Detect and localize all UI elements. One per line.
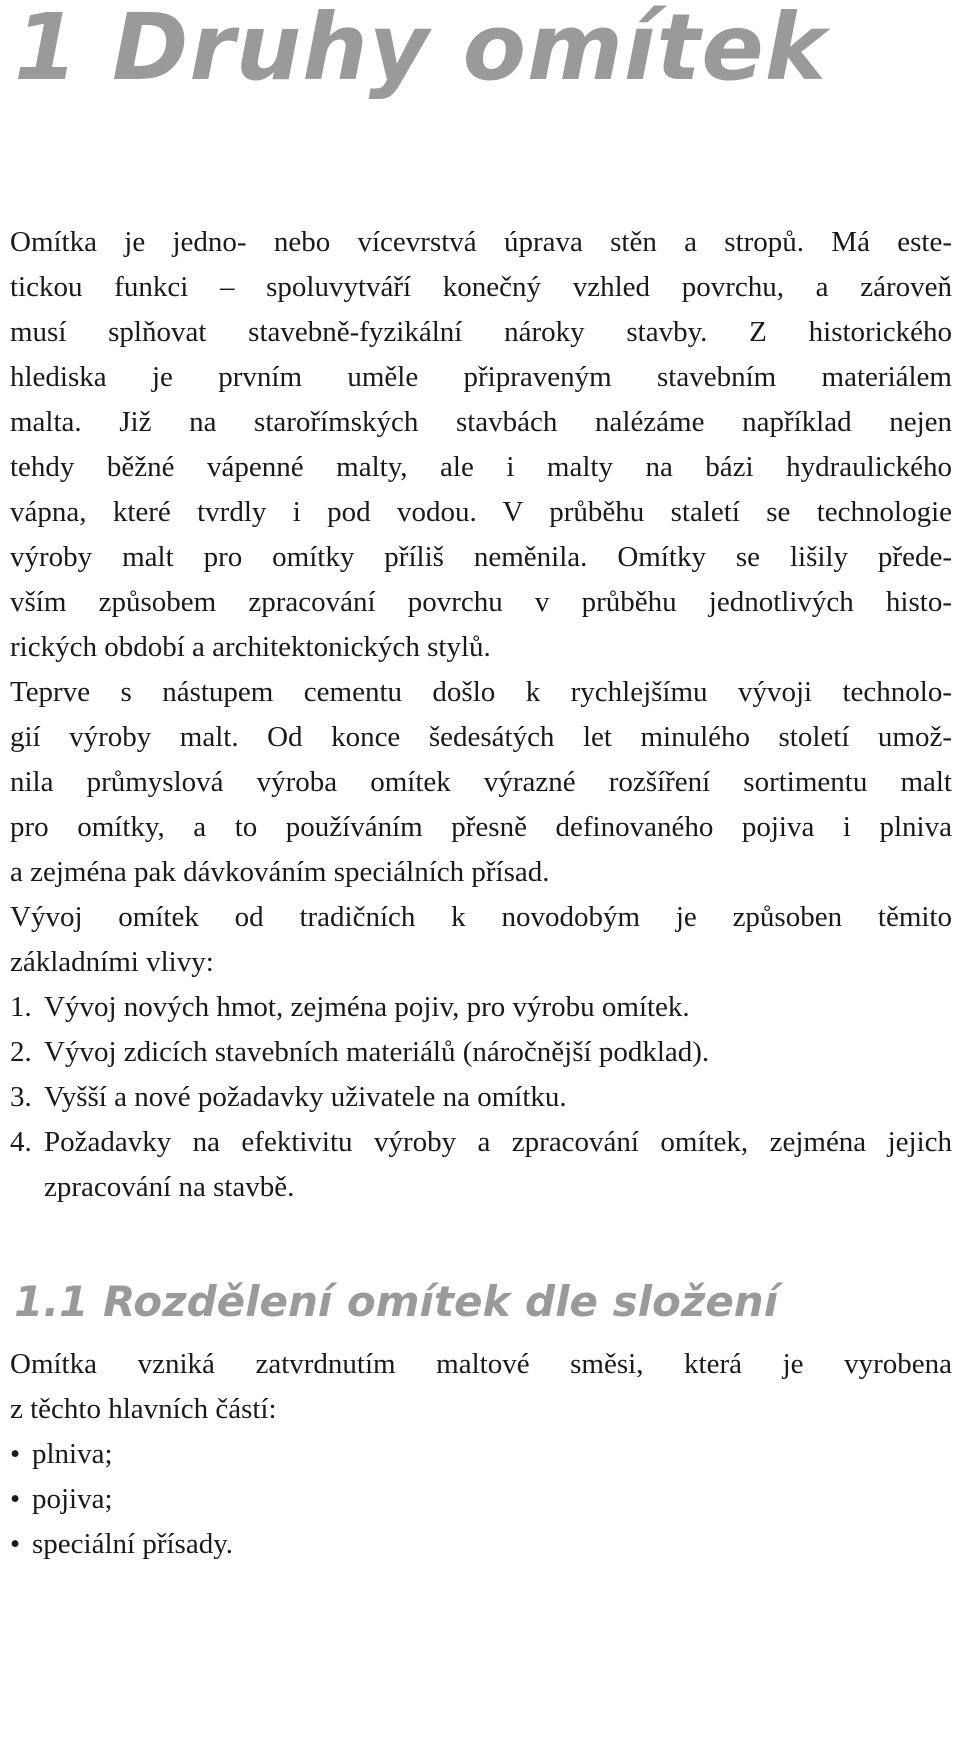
composition-section xyxy=(10,1342,952,1567)
list-number: 1. xyxy=(10,991,32,1023)
list-item-text: speciální přísady. xyxy=(32,1528,234,1560)
text-line: a zejména pak dávkováním speciálních přísad. xyxy=(10,856,550,888)
text-line: vším způsobem zpracování povrchu v průběhu jednotlivých histo- xyxy=(10,586,952,618)
text-line: hlediska je prvním uměle připraveným stavebním materiálem xyxy=(10,361,952,393)
text-line: rických období a architektonických stylů. xyxy=(10,631,491,663)
list-item-text: Požadavky na efektivitu výroby a zpracování omítek, zejména jejich zpracování na stavbě. xyxy=(44,1126,952,1203)
list-item-text: Vývoj nových hmot, zejména pojiv, pro výrobu omítek. xyxy=(44,991,690,1023)
list-item xyxy=(10,1432,952,1477)
composition-list xyxy=(10,1432,952,1567)
text-line: gií výroby malt. Od konce šedesátých let minulého století umož- xyxy=(10,721,952,753)
section-title: 1.1 Rozdělení omítek dle složení xyxy=(14,1277,779,1326)
list-item-text: pojiva; xyxy=(32,1483,113,1515)
list-item xyxy=(10,1477,952,1522)
influences-list xyxy=(10,985,952,1210)
bullet-icon: • xyxy=(10,1483,21,1515)
text-line: výroby malt pro omítky příliš neměnila. Omítky se lišily přede- xyxy=(10,541,952,573)
intro-paragraph xyxy=(10,220,952,670)
text-line: tickou funkci – spoluvytváří konečný vzhled povrchu, a zároveň xyxy=(10,271,952,303)
list-item-text: Vývoj zdicích stavebních materiálů (náročnější podklad). xyxy=(44,1036,710,1068)
text-line: Teprve s nástupem cementu došlo k rychlejšímu vývoji technolo- xyxy=(10,676,952,708)
list-item-text: plniva; xyxy=(32,1438,113,1470)
list-number: 2. xyxy=(10,1036,32,1068)
list-item xyxy=(10,1120,952,1210)
text-line: Omítka je jedno- nebo vícevrstvá úprava stěn a stropů. Má este- xyxy=(10,226,952,258)
text-line: tehdy běžné vápenné malty, ale i malty na bázi hydraulického xyxy=(10,451,952,483)
text-line: malta. Již na starořímských stavbách nalézáme například nejen xyxy=(10,406,952,438)
chapter-title: 1 Druhy omítek xyxy=(14,0,827,101)
list-number: 4. xyxy=(10,1126,32,1158)
bullet-icon: • xyxy=(10,1528,21,1560)
text-line: pro omítky, a to používáním přesně definovaného pojiva i plniva xyxy=(10,811,952,843)
list-item xyxy=(10,1030,952,1075)
text-line: nila průmyslová výroba omítek výrazné rozšíření sortimentu malt xyxy=(10,766,952,798)
bullet-icon: • xyxy=(10,1438,21,1470)
list-item xyxy=(10,985,952,1030)
list-item xyxy=(10,1075,952,1120)
list-item xyxy=(10,1522,952,1567)
text-line: Vývoj omítek od tradičních k novodobým je způsoben těmito xyxy=(10,901,952,933)
list-item-text: Vyšší a nové požadavky uživatele na omítku. xyxy=(44,1081,567,1113)
text-line: z těchto hlavních částí: xyxy=(10,1393,277,1425)
list-number: 3. xyxy=(10,1081,32,1113)
cement-paragraph xyxy=(10,670,952,895)
influences-section xyxy=(10,895,952,1210)
text-line: Omítka vzniká zatvrdnutím maltové směsi, která je vyrobena xyxy=(10,1348,952,1380)
text-line: musí splňovat stavebně-fyzikální nároky stavby. Z historického xyxy=(10,316,952,348)
text-line: základními vlivy: xyxy=(10,946,214,978)
text-line: vápna, které tvrdly i pod vodou. V průběhu staletí se technologie xyxy=(10,496,952,528)
